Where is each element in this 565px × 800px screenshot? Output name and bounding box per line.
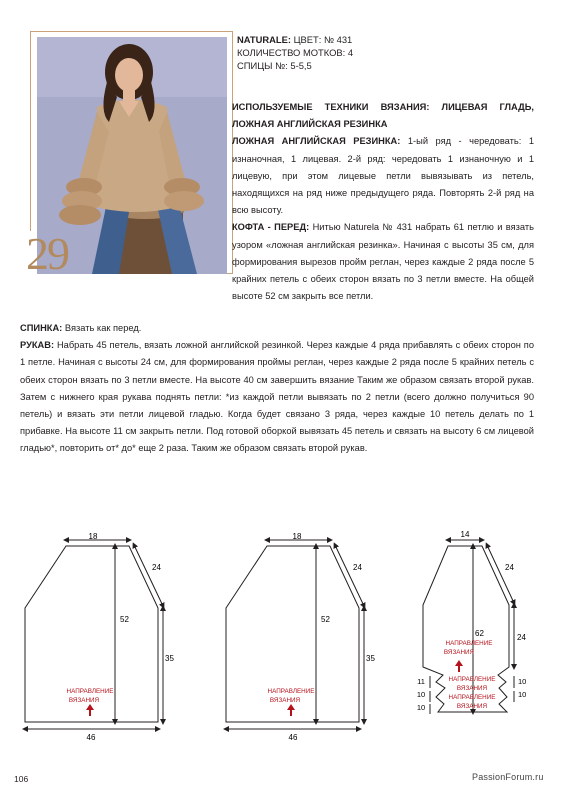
sleeve-frill1-left: 11 — [417, 677, 425, 686]
schematic-diagrams — [0, 520, 565, 760]
pattern-number: 29 — [26, 228, 68, 279]
yarn-brand: NATURALE: — [237, 34, 291, 45]
rib-paragraph — [232, 133, 534, 219]
sleeve-frill2-right: 10 — [518, 677, 527, 686]
rib-label: ЛОЖНАЯ АНГЛИЙСКАЯ РЕЗИНКА: — [232, 136, 401, 147]
page-number: 106 — [14, 774, 29, 784]
front-width-dim: 46 — [86, 733, 96, 742]
sleeve-raglan-dim: 24 — [505, 563, 514, 572]
back-label: СПИНКА: — [20, 323, 63, 333]
front-paragraph — [232, 219, 534, 305]
front-raglan-dim: 24 — [152, 563, 161, 572]
back-text: Вязать как перед. — [64, 323, 142, 333]
back-outline — [226, 546, 359, 722]
front-direction-1: НАПРАВЛЕНИЕ — [66, 688, 114, 695]
back-height-dim: 52 — [321, 615, 330, 624]
sleeve-frill3-left: 10 — [416, 703, 426, 712]
sleeve-frill-dir-4: ВЯЗАНИЯ — [456, 703, 488, 710]
front-label: КОФТА - ПЕРЕД: — [232, 222, 310, 233]
sleeve-frill-dir-1: НАПРАВЛЕНИЕ — [448, 676, 496, 683]
rib-text: 1-ый ряд - чередовать: 1 изнаночная, 1 лицевая. 2-й ряд: чередовать 1 изнаночную и 1 лицевую, при этом лицевые петли вывязывать из петель, находящихся на ряд ниже предыдущего ряда. Повторять 2-й ряд на всю высоту. — [232, 136, 534, 216]
back-width-dim: 46 — [288, 733, 298, 742]
back-raglan-dim: 24 — [353, 563, 362, 572]
sleeve-frill-dir-3: НАПРАВЛЕНИЕ — [448, 694, 496, 701]
instructions-full — [20, 320, 534, 458]
front-height-dim: 52 — [120, 615, 129, 624]
back-side-dim: 35 — [366, 654, 375, 663]
site-watermark: PassionForum.ru — [472, 772, 544, 782]
techniques-heading: ИСПОЛЬЗУЕМЫЕ ТЕХНИКИ ВЯЗАНИЯ: ЛИЦЕВАЯ ГЛАДЬ, ЛОЖНАЯ АНГЛИЙСКАЯ РЕЗИНКА — [232, 102, 534, 130]
back-top-dim: 18 — [292, 532, 302, 541]
back-direction-2: ВЯЗАНИЯ — [269, 697, 301, 704]
instructions-top — [232, 99, 534, 305]
back-direction-1: НАПРАВЛЕНИЕ — [267, 688, 315, 695]
front-top-dim: 18 — [88, 532, 98, 541]
front-side-dim: 35 — [165, 654, 174, 663]
sleeve-paragraph — [20, 337, 534, 457]
sleeve-frill-dir-2: ВЯЗАНИЯ — [456, 685, 488, 692]
front-direction-2: ВЯЗАНИЯ — [68, 697, 100, 704]
back-paragraph — [20, 320, 534, 337]
front-outline — [25, 546, 158, 722]
sleeve-text: Набрать 45 петель, вязать ложной английской резинкой. Через каждые 4 ряда прибавлять с обеих сторон по 1 петле. Начиная с высоты 24 см, для формирования проймы реглан, через каждые 2 ряда после 5 крайних петель с обеих сторон вязать по 3 петли вместе. На высоте 40 см завершить вязание Таким же образом связать второй рукав. Затем с нижнего края рукава поднять петли: *из каждой петли вывязать по 2 петли (всего должно получиться 90 петель) и вязать эти петли лицевой гладью. Когда будет связано 3 ряда, через каждые 10 петель делать по 1 прибавке. На высоте 11 см закрыть петли. Под готовой оборкой вывязать 45 петель и связать на высоту 6 см лицевой гладью*, повторить от* до* еще 2 раза. Таким же образом связать второй рукав. — [20, 340, 534, 454]
sleeve-frill3-right: 10 — [518, 690, 527, 699]
sleeve-height-dim: 62 — [475, 629, 484, 638]
yarn-skeins: КОЛИЧЕСТВО МОТКОВ: 4 — [237, 47, 354, 58]
sleeve-direction-1: НАПРАВЛЕНИЕ — [445, 640, 493, 647]
sleeve-top-dim: 14 — [460, 530, 470, 539]
sleeve-lower-dim: 24 — [517, 633, 526, 642]
yarn-needles: СПИЦЫ №: 5-5,5 — [237, 60, 312, 71]
sleeve-label: РУКАВ: — [20, 340, 55, 351]
sleeve-frill2-left: 10 — [416, 690, 426, 699]
yarn-color: ЦВЕТ: № 431 — [293, 34, 353, 45]
yarn-info — [237, 33, 353, 72]
front-text: Нитью Naturela № 431 набрать 61 петлю и вязать узором «ложная английская резинка». Начиная с высоты 35 см, для формирования вырезов пройм реглан, через каждые 2 ряда после 5 крайних петель с обеих сторон вязать по 3 петли вместе. На общей высоте 52 см закрыть все петли. — [232, 222, 534, 302]
sleeve-direction-2: ВЯЗАНИЯ — [443, 649, 475, 656]
